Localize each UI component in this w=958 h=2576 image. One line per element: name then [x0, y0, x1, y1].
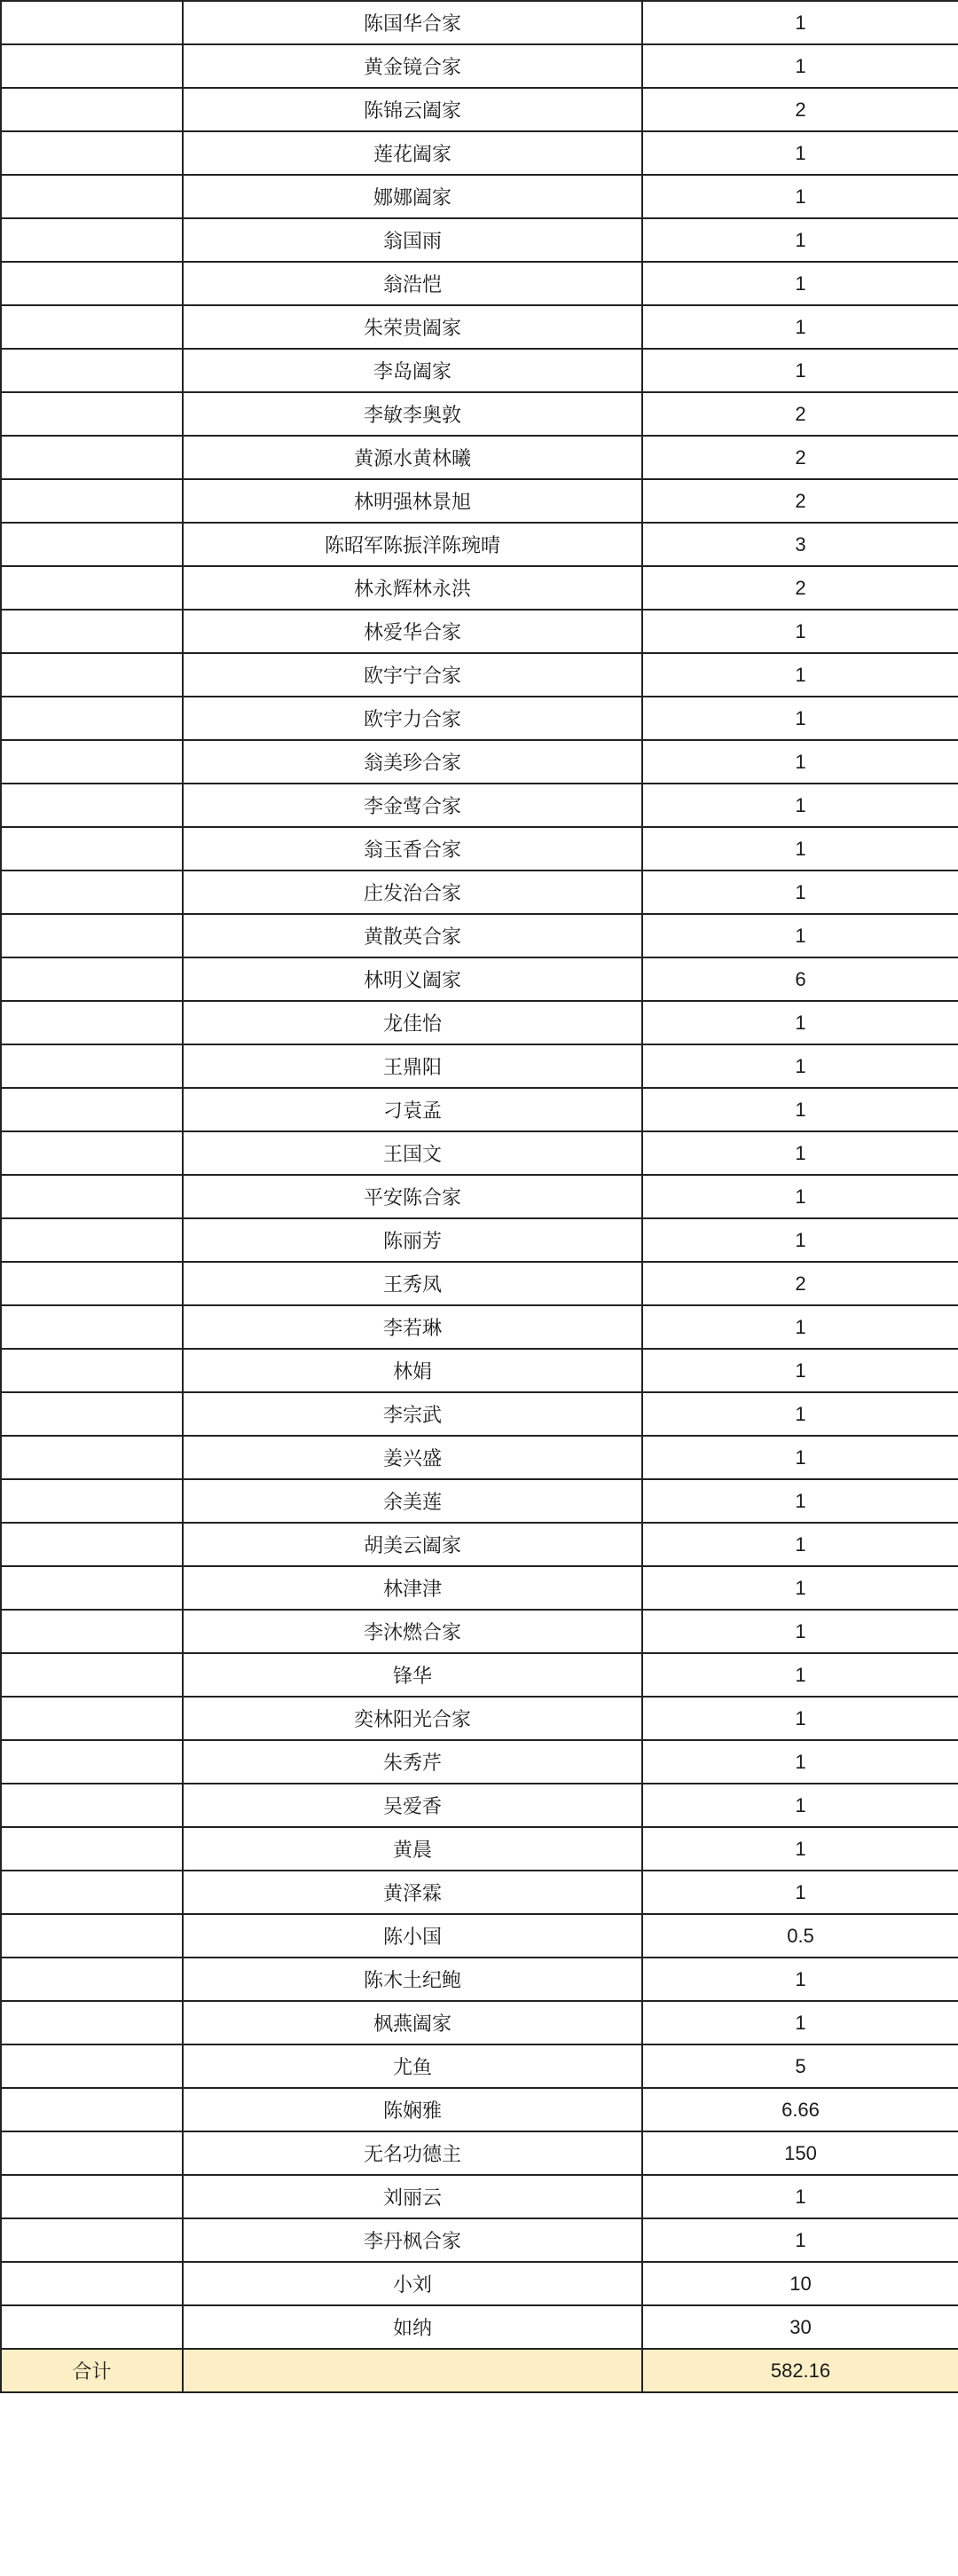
row-blank-cell: [1, 131, 183, 175]
row-blank-cell: [1, 1305, 183, 1349]
donation-amount: 1: [642, 1218, 958, 1262]
table-row: [1, 2175, 958, 2218]
row-blank-cell: [1, 1697, 183, 1740]
table-row: [1, 1523, 958, 1566]
donor-name: 陈锦云阖家: [183, 88, 642, 131]
donation-amount: 1: [642, 1436, 958, 1479]
row-blank-cell: [1, 392, 183, 436]
donor-name: 欧宇力合家: [183, 697, 642, 740]
table-row: [1, 1914, 958, 1958]
table-row: [1, 2131, 958, 2175]
donor-name: 李岛阖家: [183, 349, 642, 392]
donor-name: 王国文: [183, 1131, 642, 1175]
donor-name: 陈娴雅: [183, 2088, 642, 2131]
table-row: [1, 870, 958, 914]
table-row: [1, 610, 958, 653]
row-blank-cell: [1, 1001, 183, 1044]
table-row: [1, 1131, 958, 1175]
table-row: [1, 523, 958, 566]
donor-name: 朱秀芹: [183, 1740, 642, 1784]
donor-name: 林爱华合家: [183, 610, 642, 653]
donation-amount: 1: [642, 1044, 958, 1088]
row-blank-cell: [1, 1566, 183, 1610]
donor-name: 吴爱香: [183, 1784, 642, 1827]
table-row: [1, 1088, 958, 1131]
table-row: [1, 1044, 958, 1088]
table-row: [1, 1610, 958, 1653]
donation-amount: 1: [642, 175, 958, 218]
row-blank-cell: [1, 1088, 183, 1131]
donor-name: 黄散英合家: [183, 914, 642, 957]
row-blank-cell: [1, 870, 183, 914]
row-blank-cell: [1, 2088, 183, 2131]
table-row: [1, 88, 958, 131]
row-blank-cell: [1, 1131, 183, 1175]
row-blank-cell: [1, 740, 183, 784]
donation-amount: 1: [642, 1784, 958, 1827]
table-row: [1, 392, 958, 436]
donation-amount: 1: [642, 1, 958, 44]
table-row: [1, 1740, 958, 1784]
table-row: [1, 218, 958, 262]
donation-amount: 150: [642, 2131, 958, 2175]
donation-amount: 1: [642, 1871, 958, 1914]
donor-name: 林娟: [183, 1349, 642, 1392]
row-blank-cell: [1, 1392, 183, 1436]
donation-amount: 1: [642, 1175, 958, 1218]
row-blank-cell: [1, 88, 183, 131]
donor-name: 陈丽芳: [183, 1218, 642, 1262]
row-blank-cell: [1, 349, 183, 392]
table-row: [1, 1218, 958, 1262]
donor-name: 尤鱼: [183, 2044, 642, 2088]
donor-name: 无名功德主: [183, 2131, 642, 2175]
row-blank-cell: [1, 44, 183, 88]
donation-amount: 1: [642, 1392, 958, 1436]
table-row: [1, 957, 958, 1001]
donor-name: 朱荣贵阖家: [183, 305, 642, 349]
table-row: [1, 1349, 958, 1392]
donor-name: 王秀凤: [183, 1262, 642, 1305]
donation-amount: 1: [642, 740, 958, 784]
row-blank-cell: [1, 2131, 183, 2175]
donor-name: 庄发治合家: [183, 870, 642, 914]
row-blank-cell: [1, 957, 183, 1001]
row-blank-cell: [1, 2175, 183, 2218]
donation-amount: 1: [642, 2001, 958, 2044]
row-blank-cell: [1, 479, 183, 523]
table-row: [1, 566, 958, 610]
table-row: [1, 1001, 958, 1044]
donation-amount: 1: [642, 1131, 958, 1175]
row-blank-cell: [1, 1262, 183, 1305]
donor-name: 锋华: [183, 1653, 642, 1697]
donation-amount: 2: [642, 566, 958, 610]
donation-amount: 1: [642, 697, 958, 740]
donor-name: 枫燕阖家: [183, 2001, 642, 2044]
donor-name: 陈木土纪鲍: [183, 1958, 642, 2001]
table-row: [1, 1479, 958, 1523]
row-blank-cell: [1, 697, 183, 740]
row-blank-cell: [1, 1653, 183, 1697]
donation-amount: 0.5: [642, 1914, 958, 1958]
table-row: [1, 2088, 958, 2131]
table-row: [1, 2218, 958, 2262]
donation-amount: 2: [642, 436, 958, 479]
donor-name: 翁浩恺: [183, 262, 642, 305]
donation-amount: 1: [642, 1827, 958, 1871]
row-blank-cell: [1, 1218, 183, 1262]
donor-name: 陈小国: [183, 1914, 642, 1958]
row-blank-cell: [1, 784, 183, 827]
table-body: [1, 1, 958, 2392]
donor-name: 李沐燃合家: [183, 1610, 642, 1653]
row-blank-cell: [1, 827, 183, 870]
donor-name: 林津津: [183, 1566, 642, 1610]
donation-amount: 1: [642, 914, 958, 957]
donor-name: 余美莲: [183, 1479, 642, 1523]
donation-amount: 1: [642, 1349, 958, 1392]
donation-amount: 2: [642, 392, 958, 436]
table-row: [1, 740, 958, 784]
donation-amount: 2: [642, 479, 958, 523]
donor-name: 黄晨: [183, 1827, 642, 1871]
row-blank-cell: [1, 523, 183, 566]
table-row: [1, 2262, 958, 2305]
table-row: [1, 175, 958, 218]
donation-amount: 1: [642, 262, 958, 305]
donation-amount: 1: [642, 610, 958, 653]
donor-name: 陈昭军陈振洋陈琬晴: [183, 523, 642, 566]
row-blank-cell: [1, 1610, 183, 1653]
table-row: [1, 1305, 958, 1349]
donation-amount: 1: [642, 1566, 958, 1610]
donation-amount: 1: [642, 2175, 958, 2218]
table-row: [1, 1436, 958, 1479]
row-blank-cell: [1, 305, 183, 349]
donation-amount: 30: [642, 2305, 958, 2349]
total-blank-cell: [183, 2349, 642, 2392]
donation-amount: 1: [642, 349, 958, 392]
row-blank-cell: [1, 1827, 183, 1871]
donation-amount: 3: [642, 523, 958, 566]
table-row: [1, 2305, 958, 2349]
table-row: [1, 2044, 958, 2088]
donation-amount: 1: [642, 784, 958, 827]
donor-name: 李金莺合家: [183, 784, 642, 827]
donation-amount: 1: [642, 1610, 958, 1653]
donor-name: 小刘: [183, 2262, 642, 2305]
donor-name: 欧宇宁合家: [183, 653, 642, 697]
row-blank-cell: [1, 1958, 183, 2001]
donation-amount: 10: [642, 2262, 958, 2305]
donor-name: 刁袁孟: [183, 1088, 642, 1131]
table-row: [1, 262, 958, 305]
table-row: [1, 44, 958, 88]
donor-name: 李丹枫合家: [183, 2218, 642, 2262]
row-blank-cell: [1, 1740, 183, 1784]
donor-name: 姜兴盛: [183, 1436, 642, 1479]
donation-amount: 1: [642, 1001, 958, 1044]
donor-name: 林明义阖家: [183, 957, 642, 1001]
row-blank-cell: [1, 262, 183, 305]
row-blank-cell: [1, 175, 183, 218]
donation-amount: 1: [642, 1305, 958, 1349]
row-blank-cell: [1, 566, 183, 610]
donation-amount: 1: [642, 1740, 958, 1784]
donor-name: 翁美珍合家: [183, 740, 642, 784]
row-blank-cell: [1, 2001, 183, 2044]
table-row: [1, 784, 958, 827]
table-row: [1, 349, 958, 392]
donation-amount: 2: [642, 88, 958, 131]
total-amount: 582.16: [642, 2349, 958, 2392]
donation-amount: 1: [642, 131, 958, 175]
donation-amount: 1: [642, 1697, 958, 1740]
donation-amount: 1: [642, 2218, 958, 2262]
donor-name: 胡美云阖家: [183, 1523, 642, 1566]
row-blank-cell: [1, 1523, 183, 1566]
donation-amount: 1: [642, 1653, 958, 1697]
total-label: 合计: [1, 2349, 183, 2392]
table-row: [1, 1827, 958, 1871]
table-row: [1, 1, 958, 44]
donor-name: 黄泽霖: [183, 1871, 642, 1914]
table-row: [1, 1871, 958, 1914]
table-row: [1, 305, 958, 349]
row-blank-cell: [1, 1, 183, 44]
table-row: [1, 1784, 958, 1827]
donor-name: 李若琳: [183, 1305, 642, 1349]
donor-name: 如纳: [183, 2305, 642, 2349]
donation-amount: 1: [642, 1479, 958, 1523]
row-blank-cell: [1, 2262, 183, 2305]
donor-name: 王鼎阳: [183, 1044, 642, 1088]
donor-name: 龙佳怡: [183, 1001, 642, 1044]
donation-amount: 5: [642, 2044, 958, 2088]
row-blank-cell: [1, 1784, 183, 1827]
donor-name: 莲花阖家: [183, 131, 642, 175]
donor-name: 奕林阳光合家: [183, 1697, 642, 1740]
table-row: [1, 914, 958, 957]
row-blank-cell: [1, 1914, 183, 1958]
table-row: [1, 436, 958, 479]
row-blank-cell: [1, 1436, 183, 1479]
table-row: [1, 1262, 958, 1305]
row-blank-cell: [1, 1044, 183, 1088]
donor-name: 黄源水黄林曦: [183, 436, 642, 479]
donation-amount: 6.66: [642, 2088, 958, 2131]
table-row: [1, 1958, 958, 2001]
donation-amount: 1: [642, 305, 958, 349]
donation-amount: 1: [642, 1523, 958, 1566]
row-blank-cell: [1, 1479, 183, 1523]
table-row: [1, 479, 958, 523]
row-blank-cell: [1, 218, 183, 262]
donation-amount: 1: [642, 44, 958, 88]
donation-amount: 1: [642, 653, 958, 697]
donor-name: 林明强林景旭: [183, 479, 642, 523]
row-blank-cell: [1, 2044, 183, 2088]
total-row: [1, 2349, 958, 2392]
donation-amount: 1: [642, 827, 958, 870]
donation-amount: 1: [642, 218, 958, 262]
donor-name: 刘丽云: [183, 2175, 642, 2218]
donor-name: 李敏李奥敦: [183, 392, 642, 436]
row-blank-cell: [1, 1175, 183, 1218]
donor-name: 翁玉香合家: [183, 827, 642, 870]
table-row: [1, 827, 958, 870]
donor-name: 翁国雨: [183, 218, 642, 262]
donation-amount: 6: [642, 957, 958, 1001]
donation-amount: 1: [642, 1958, 958, 2001]
row-blank-cell: [1, 653, 183, 697]
table-row: [1, 1653, 958, 1697]
row-blank-cell: [1, 914, 183, 957]
row-blank-cell: [1, 2305, 183, 2349]
donor-name: 平安陈合家: [183, 1175, 642, 1218]
row-blank-cell: [1, 610, 183, 653]
table-row: [1, 1566, 958, 1610]
table-row: [1, 1175, 958, 1218]
donor-name: 娜娜阖家: [183, 175, 642, 218]
row-blank-cell: [1, 2218, 183, 2262]
table-row: [1, 1697, 958, 1740]
table-row: [1, 131, 958, 175]
row-blank-cell: [1, 1349, 183, 1392]
table-row: [1, 1392, 958, 1436]
donor-name: 黄金镜合家: [183, 44, 642, 88]
donor-name: 李宗武: [183, 1392, 642, 1436]
donation-amount: 1: [642, 1088, 958, 1131]
donor-name: 陈国华合家: [183, 1, 642, 44]
row-blank-cell: [1, 1871, 183, 1914]
table-row: [1, 2001, 958, 2044]
table-row: [1, 697, 958, 740]
row-blank-cell: [1, 436, 183, 479]
table-row: [1, 653, 958, 697]
donation-amount: 1: [642, 870, 958, 914]
donation-amount: 2: [642, 1262, 958, 1305]
donor-name: 林永辉林永洪: [183, 566, 642, 610]
